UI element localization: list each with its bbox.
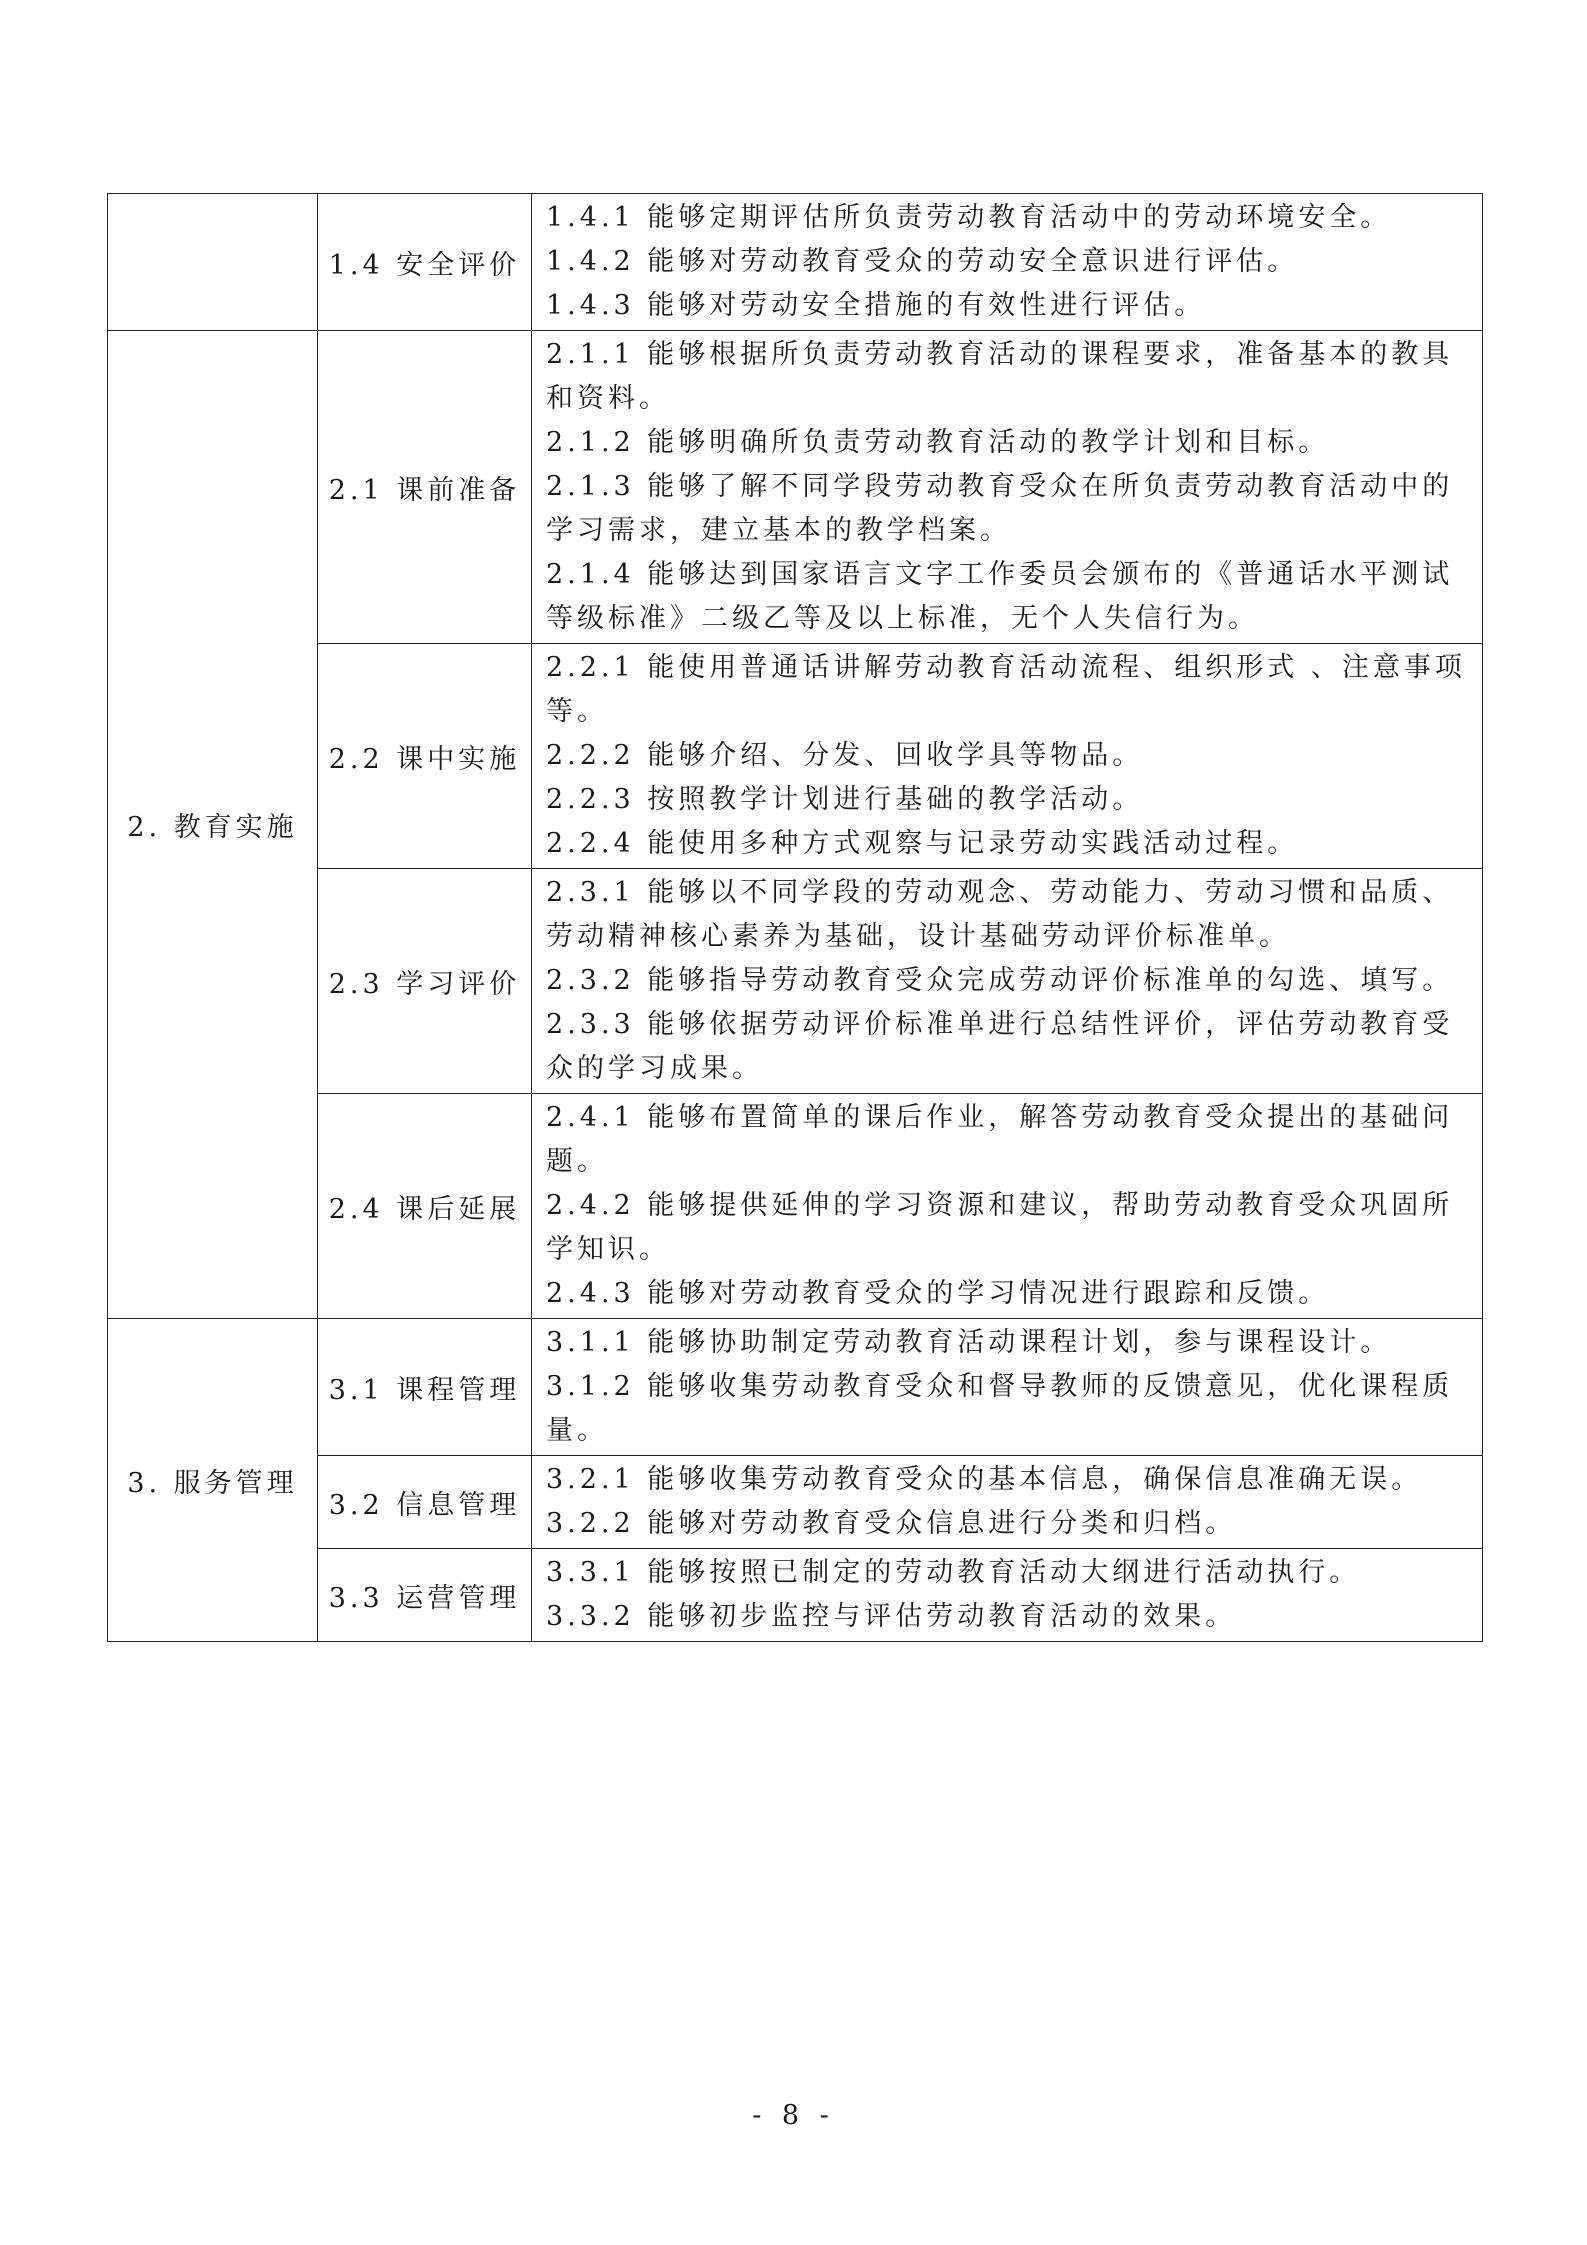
requirement-line: 3.1.1 能够协助制定劳动教育活动课程计划，参与课程设计。	[546, 1327, 1392, 1358]
requirement-line: 1.4.3 能够对劳动安全措施的有效性进行评估。	[546, 290, 1206, 321]
table-row	[108, 331, 1483, 644]
requirement-line: 题。	[546, 1146, 608, 1177]
requirement-line: 3.3.2 能够初步监控与评估劳动教育活动的效果。	[546, 1601, 1237, 1632]
subsection-title-cell: 3.3 运营管理	[318, 1549, 532, 1642]
requirement-line: 和资料。	[546, 383, 670, 414]
requirement-line: 1.4.1 能够定期评估所负责劳动教育活动中的劳动环境安全。	[546, 202, 1392, 233]
requirement-line: 3.3.1 能够按照已制定的劳动教育活动大纲进行活动执行。	[546, 1557, 1361, 1588]
requirement-line: 2.3.2 能够指导劳动教育受众完成劳动评价标准单的勾选、填写。	[546, 965, 1454, 996]
subsection-title-cell: 2.1 课前准备	[318, 331, 532, 644]
requirement-line: 2.1.3 能够了解不同学段劳动教育受众在所负责劳动教育活动中的	[546, 471, 1454, 502]
subsection-title-cell: 2.4 课后延展	[318, 1094, 532, 1319]
requirement-line: 2.2.2 能够介绍、分发、回收学具等物品。	[546, 740, 1144, 771]
subsection-title-cell: 3.2 信息管理	[318, 1456, 532, 1549]
requirement-line: 2.2.1 能使用普通话讲解劳动教育活动流程、组织形式 、注意事项	[546, 652, 1466, 683]
requirement-line: 2.4.3 能够对劳动教育受众的学习情况进行跟踪和反馈。	[546, 1278, 1330, 1309]
requirement-line: 2.1.2 能够明确所负责劳动教育活动的教学计划和目标。	[546, 427, 1330, 458]
requirement-line: 等级标准》二级乙等及以上标准，无个人失信行为。	[546, 603, 1259, 634]
requirements-cell	[532, 869, 1483, 1094]
requirement-line: 3.2.2 能够对劳动教育受众信息进行分类和归档。	[546, 1508, 1237, 1539]
requirement-line: 众的学习成果。	[546, 1053, 763, 1084]
requirement-line: 2.2.3 按照教学计划进行基础的教学活动。	[546, 784, 1144, 815]
requirement-line: 1.4.2 能够对劳动教育受众的劳动安全意识进行评估。	[546, 246, 1299, 277]
table-row	[108, 1319, 1483, 1456]
requirements-cell	[532, 644, 1483, 869]
requirements-cell	[532, 1456, 1483, 1549]
requirement-line: 3.2.1 能够收集劳动教育受众的基本信息，确保信息准确无误。	[546, 1464, 1423, 1495]
requirement-line: 劳动精神核心素养为基础，设计基础劳动评价标准单。	[546, 921, 1290, 952]
requirements-cell	[532, 1549, 1483, 1642]
requirement-line: 2.1.1 能够根据所负责劳动教育活动的课程要求，准备基本的教具	[546, 339, 1454, 370]
requirement-line: 2.3.1 能够以不同学段的劳动观念、劳动能力、劳动习惯和品质、	[546, 877, 1454, 908]
subsection-title-cell: 2.3 学习评价	[318, 869, 532, 1094]
section-title-cell	[108, 194, 318, 331]
table-row	[108, 194, 1483, 331]
requirements-cell	[532, 331, 1483, 644]
subsection-title-cell: 3.1 课程管理	[318, 1319, 532, 1456]
table-body	[108, 194, 1483, 1642]
requirement-line: 学习需求，建立基本的教学档案。	[546, 515, 1011, 546]
requirement-line: 2.2.4 能使用多种方式观察与记录劳动实践活动过程。	[546, 828, 1299, 859]
requirements-cell	[532, 194, 1483, 331]
requirement-line: 2.4.1 能够布置简单的课后作业，解答劳动教育受众提出的基础问	[546, 1102, 1454, 1133]
requirement-line: 2.3.3 能够依据劳动评价标准单进行总结性评价，评估劳动教育受	[546, 1009, 1454, 1040]
subsection-title-cell: 1.4 安全评价	[318, 194, 532, 331]
requirements-cell	[532, 1094, 1483, 1319]
requirement-line: 学知识。	[546, 1234, 670, 1265]
requirement-line: 等。	[546, 696, 608, 727]
page-number: - 8 -	[752, 2100, 835, 2131]
requirement-line: 2.1.4 能够达到国家语言文字工作委员会颁布的《普通话水平测试	[546, 559, 1454, 590]
section-title-cell: 2. 教育实施	[108, 331, 318, 1319]
requirement-line: 量。	[546, 1415, 608, 1446]
requirement-line: 3.1.2 能够收集劳动教育受众和督导教师的反馈意见，优化课程质	[546, 1371, 1454, 1402]
requirements-cell	[532, 1319, 1483, 1456]
subsection-title-cell: 2.2 课中实施	[318, 644, 532, 869]
requirement-line: 2.4.2 能够提供延伸的学习资源和建议，帮助劳动教育受众巩固所	[546, 1190, 1454, 1221]
section-title-cell: 3. 服务管理	[108, 1319, 318, 1642]
standards-table	[107, 193, 1483, 1642]
